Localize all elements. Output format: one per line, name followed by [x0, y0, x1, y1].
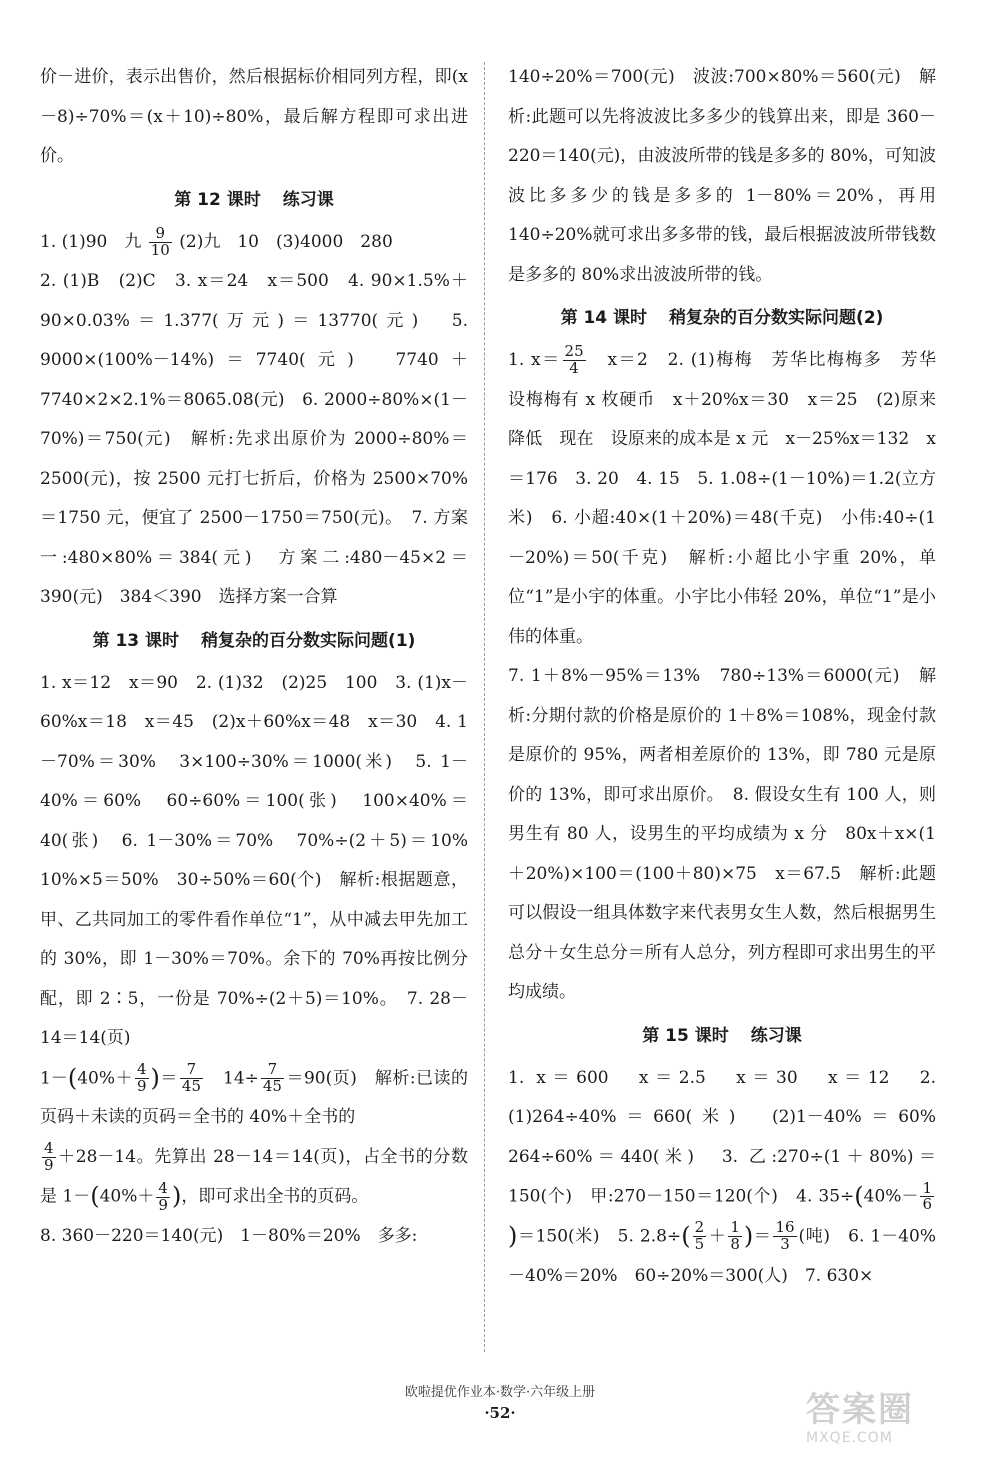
fraction [261, 1062, 284, 1095]
fraction-denominator: 45 [181, 1076, 201, 1095]
fraction [563, 344, 586, 377]
text-run: x＝2 2. (1)梅梅 芳华比梅梅多 芳华 设梅梅有 x 枚硬币 x＋20%x＝30 x＝25 (2)原来 降低 现在 设原来的成本是 x 元 x－25%x＝132 x＝176 3. 20 4. 15 5. 1.08÷(1－10%)＝1.2(立方米) 6. 小超:40×(1＋20%)＝48(千克) 小伟:40÷(1－20%)＝50(千克) 解析:小超比小宇重 20%，单位“1”是小宇的体重。小宇比小伟轻 20%，单位“1”是小伟的体重。 [508, 350, 954, 647]
text-run: 40%－ [863, 1186, 919, 1207]
fraction-denominator: 9 [44, 1155, 54, 1174]
text-run: (吨) 6. 1－40%－40%＝20% 60÷20%＝300(人) 7. 630× [508, 1226, 937, 1286]
fraction-denominator: 9 [158, 1195, 168, 1214]
text-run: ＝ [159, 1067, 178, 1088]
fraction [773, 1220, 796, 1253]
text-run: ，即可求出全书的页码。 [181, 1186, 369, 1207]
text-run: ＋28－14。先算出 28－14＝14(页)，占全书的分数是 1－ [40, 1146, 468, 1207]
fraction [693, 1220, 707, 1253]
paragraph [508, 1059, 953, 1297]
paren-open: ( [67, 1063, 78, 1092]
fraction [728, 1220, 742, 1253]
fraction [156, 1178, 170, 1214]
paragraph [40, 1138, 468, 1217]
text-run: ＝90(页) 解析:已读的页码＋未读的页码＝全书的 40%＋全书的 [40, 1067, 469, 1128]
text-run: 1. x＝ [508, 350, 561, 370]
fraction [920, 1178, 934, 1214]
paragraph: 2. (1)B (2)C 3. x＝24 x＝500 4. 90×1.5%＋90×0.03%＝1.377(万元)＝13770(元) 5. 9000×(100%－14%)＝7740(元) 7740＋7740×2×2.1%＝8065.08(元) 6. 2000÷80%×(1－70%)＝750(元) 解析:先求出原价为 2000÷80%＝2500(元)，按 2500 元打七折后，价格为 2500×70%＝1750 元，便宜了 2500－1750＝750(元)。 7. 方案一:480×80%＝384(元) 方案二:480－45×2＝390(元) 384＜390 选择方案一合算 [40, 271, 468, 607]
text-run: 1. x＝600 x＝2.5 x＝30 x＝12 2. (1)264÷40%＝660(米) (2)1－40%＝60% 264÷60%＝440(米) 3. 乙:270÷(1＋80%)＝150(个) 甲:270－150＝120(个) 4. 35÷ [508, 1067, 953, 1207]
section-title: 第 12 课时 [174, 189, 261, 210]
section-subtitle: 练习课 [750, 1025, 802, 1046]
paren-close: ) [150, 1063, 160, 1092]
fraction-numerator: 16 [775, 1218, 795, 1237]
fraction-denominator: 45 [262, 1076, 282, 1095]
footer-book-title: 欧啦提优作业本·数学·六年级上册 [404, 1385, 596, 1400]
paragraph: 价－进价，表示出售价，然后根据标价相同列方程，即(x－8)÷70%＝(x＋10)÷80%，最后解方程即可求出进价。 [40, 67, 468, 166]
fraction-numerator: 1 [922, 1178, 932, 1197]
left-column [40, 58, 485, 1257]
fraction [135, 1062, 149, 1095]
paren-close: ) [508, 1221, 518, 1250]
text-run: ＝150(米) 5. 2.8÷ [517, 1226, 682, 1246]
fraction-numerator: 9 [149, 226, 172, 243]
text-run: 14÷ [223, 1067, 259, 1088]
fraction-denominator: 9 [136, 1076, 147, 1095]
watermark-text: 答案圈 [806, 1390, 914, 1430]
section-subtitle: 稍复杂的百分数实际问题(2) [669, 308, 884, 328]
fraction [149, 223, 172, 259]
paren-open: ( [854, 1182, 864, 1210]
paragraph: 8. 360－220＝140(元) 1－80%＝20% 多多: [40, 1226, 418, 1246]
section-title: 第 14 课时 [560, 308, 648, 328]
section-heading-13 [40, 618, 468, 664]
fraction-numerator: 1 [730, 1218, 740, 1237]
paren-close: ) [171, 1182, 182, 1211]
fraction-denominator: 10 [150, 240, 170, 259]
section-heading-14 [508, 295, 936, 341]
fraction-denominator: 6 [922, 1195, 932, 1214]
fraction-numerator: 4 [158, 1178, 168, 1197]
text-run: 40%＋ [77, 1067, 133, 1088]
paragraph: 1. x＝12 x＝90 2. (1)32 (2)25 100 3. (1)x－60%x＝18 x＝45 (2)x＋60%x＝48 x＝30 4. 1－70%＝30% 3×100÷30%＝1000(米) 5. 1－40%＝60% 60÷60%＝100(张) 100×40%＝40(张) 6. 1－30%＝70% 70%÷(2＋5)＝10% 10%×5＝50% 30÷50%＝60(个) 解析:根据题意，甲、乙共同加工的零件看作单位“1”，从中减去甲先加工的 30%，即 1－30%＝70%。余下的 70%再按比例分配，即 2∶5，一份是 70%÷(2＋5)＝10%。 7. 28－14＝14(页) [40, 672, 485, 1048]
fraction [42, 1141, 56, 1174]
section-title: 第 13 课时 [92, 630, 180, 651]
fraction-denominator: 4 [569, 359, 579, 377]
section-title: 第 15 课时 [642, 1025, 729, 1046]
column-divider [484, 62, 485, 1352]
paren-open: ( [90, 1182, 100, 1211]
fraction [180, 1062, 203, 1095]
fraction-denominator: 5 [694, 1235, 705, 1253]
text-run: 1. (1)90 九 [40, 231, 142, 252]
fraction-numerator: 2 [694, 1218, 705, 1237]
text-run: 1－ [40, 1067, 68, 1088]
paragraph: 140÷20%＝700(元) 波波:700×80%＝560(元) 解析:此题可以先将波波比多多少的钱算出来，即是 360－220＝140(元)，由波波所带的钱是多多的 80%，可知波波比多多少的钱是多多的 1－80%＝20%，再用 140÷20%就可求出多多带的钱，最后根据波波所带钱数是多多的 80%求出波波所带的钱。 [508, 67, 936, 285]
paren-close: ) [743, 1221, 754, 1250]
fraction-denominator: 3 [780, 1235, 790, 1253]
paragraph [40, 1059, 468, 1138]
text-run: (2)九 10 (3)4000 280 [179, 231, 393, 252]
paragraph [508, 341, 954, 657]
section-subtitle: 稍复杂的百分数实际问题(1) [201, 630, 416, 651]
text-run: ＝ [753, 1226, 772, 1246]
paren-open: ( [681, 1221, 691, 1250]
section-heading-12 [40, 177, 468, 223]
fraction-numerator: 4 [136, 1060, 147, 1078]
watermark-logo [806, 1390, 976, 1454]
watermark-url: MXQE.COM [806, 1430, 893, 1446]
fraction-numerator: 7 [180, 1062, 203, 1079]
section-heading-15 [508, 1013, 936, 1059]
fraction-numerator: 7 [261, 1062, 284, 1079]
text-run: ＋ [708, 1226, 727, 1246]
page-number: ·52· [484, 1404, 516, 1422]
paragraph [40, 223, 468, 263]
fraction-numerator: 25 [564, 342, 584, 361]
paragraph: 7. 1＋8%－95%＝13% 780÷13%＝6000(元) 解析:分期付款的价格是原价的 1＋8%＝108%，现金付款是原价的 95%，两者相差原价的 13%，即 780 元是原价的 13%，即可求出原价。 8. 假设女生有 100 人，则男生有 80 人，设男生的平均成绩为 x 分 80x＋x×(1＋20%)×100＝(100＋80)×75 x＝67.5 解析:此题可以假设一组具体数字来代表男女生人数，然后根据男生总分＋女生总分＝所有人总分，列方程即可求出男生的平均成绩。 [508, 666, 936, 1002]
right-column [508, 58, 954, 1296]
text-run: 40%＋ [99, 1186, 155, 1207]
fraction-numerator: 4 [44, 1139, 54, 1157]
fraction-denominator: 8 [730, 1235, 740, 1253]
section-subtitle: 练习课 [282, 189, 334, 210]
